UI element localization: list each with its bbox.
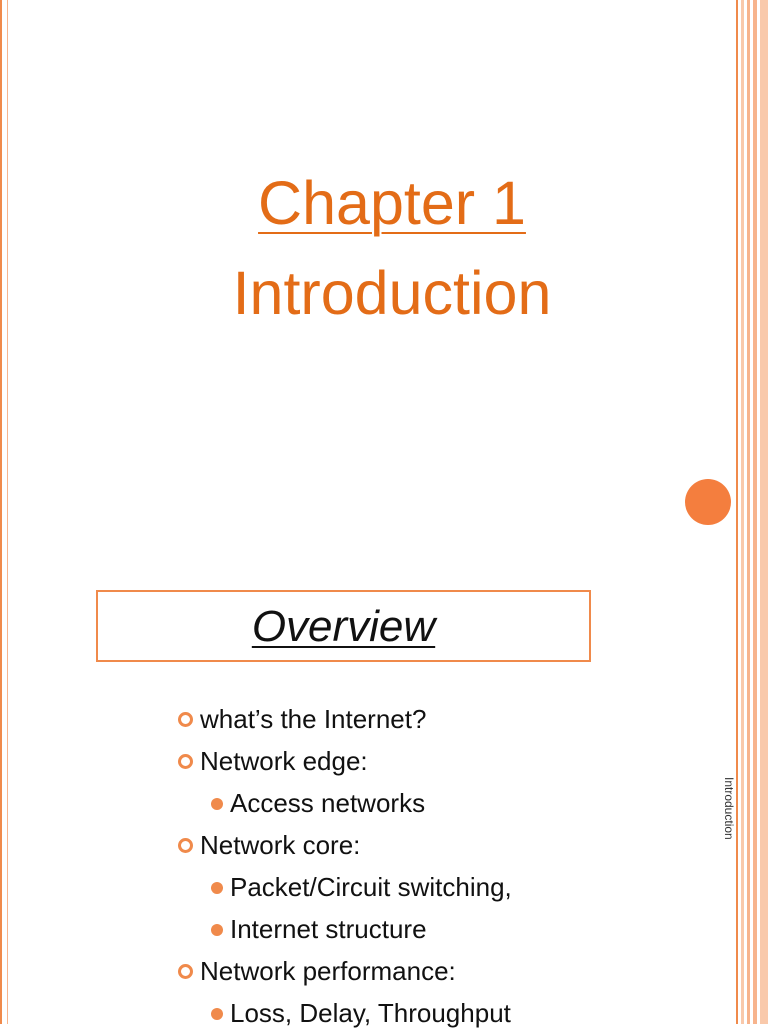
bullet-text: Access networks — [230, 788, 426, 818]
overview-heading: Overview — [251, 602, 436, 651]
bullet-item — [176, 740, 696, 782]
slide-left-border — [0, 0, 8, 1024]
decorative-right-bars — [736, 0, 768, 1024]
filled-circle-bullet-icon — [211, 798, 223, 810]
chapter-subtitle: Introduction — [232, 259, 552, 327]
sub-bullet-item — [176, 992, 696, 1034]
bullet-text: Packet/Circuit switching, — [230, 872, 512, 902]
bullet-text: Internet structure — [230, 914, 427, 944]
bullet-item — [176, 698, 696, 740]
filled-circle-bullet-icon — [211, 882, 223, 894]
ring-bullet-icon — [178, 838, 193, 853]
right-bar-4 — [753, 0, 757, 1024]
sub-bullet-item — [176, 866, 696, 908]
filled-circle-bullet-icon — [211, 1008, 223, 1020]
overview-heading-box — [96, 590, 591, 662]
bullet-text: Loss, Delay, Throughput — [230, 998, 511, 1028]
right-bar-3 — [747, 0, 750, 1024]
bullet-text: what’s the Internet? — [200, 704, 427, 734]
orange-circle-icon — [685, 479, 731, 525]
chapter-title: Chapter 1 — [258, 169, 526, 237]
ring-bullet-icon — [178, 964, 193, 979]
overview-bullet-list — [176, 698, 696, 1034]
bullet-text: Network edge: — [200, 746, 368, 776]
bullet-text: Network performance: — [200, 956, 456, 986]
right-bar-5 — [760, 0, 768, 1024]
filled-circle-bullet-icon — [211, 924, 223, 936]
bullet-item — [176, 824, 696, 866]
side-section-label: Introduction — [722, 777, 736, 840]
sub-bullet-item — [176, 908, 696, 950]
ring-bullet-icon — [178, 712, 193, 727]
bullet-text: Network core: — [200, 830, 361, 860]
bullet-item — [176, 950, 696, 992]
right-bar-1 — [736, 0, 738, 1024]
right-bar-2 — [741, 0, 744, 1024]
sub-bullet-item — [176, 782, 696, 824]
ring-bullet-icon — [178, 754, 193, 769]
